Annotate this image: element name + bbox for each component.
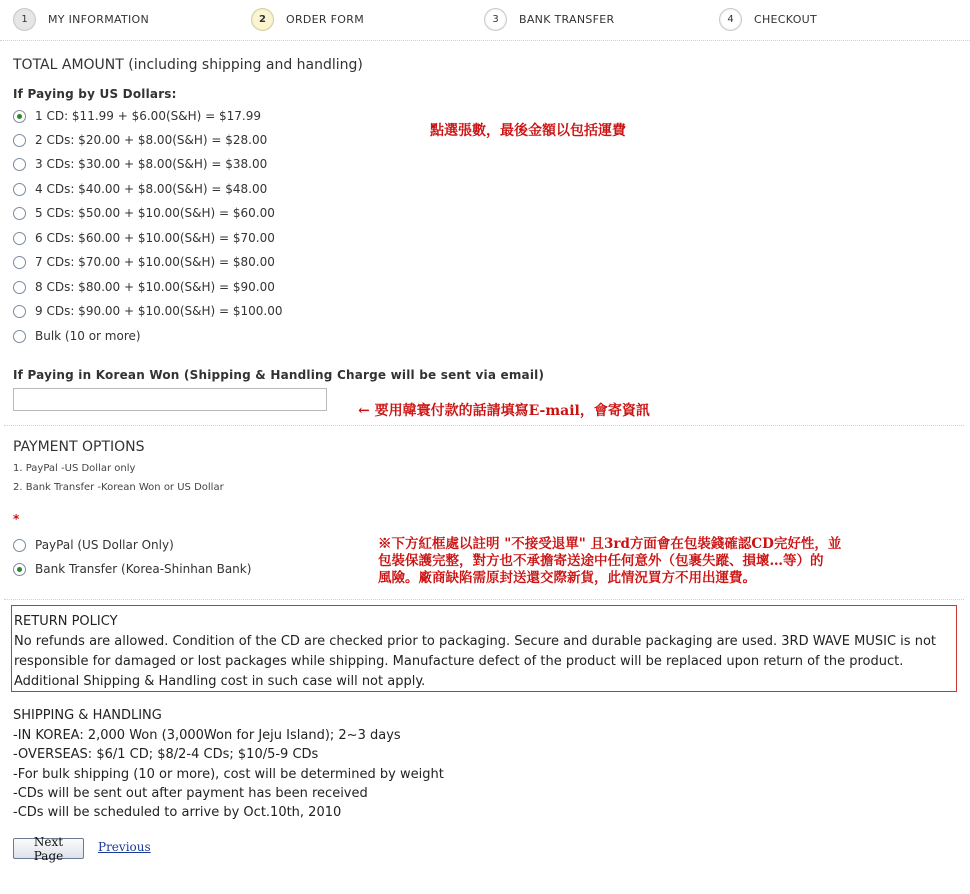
return-policy-box — [11, 605, 957, 692]
shipping-line: -OVERSEAS: $6/1 CD; $8/2-4 CDs; $10/5-9 CDs — [13, 747, 319, 762]
usd-option-7cds[interactable] — [13, 253, 275, 271]
option-label: 7 CDs: $70.00 + $10.00(S&H) = $80.00 — [35, 255, 275, 269]
usd-option-4cds[interactable] — [13, 180, 267, 198]
payment-option-bank-transfer[interactable] — [13, 560, 251, 578]
option-label: PayPal (US Dollar Only) — [35, 538, 174, 552]
step-checkout[interactable] — [719, 7, 817, 31]
note-line: ※下方紅框處以註明 "不接受退單" 且3rd方面會在包裝錢確認CD完好性，並 — [378, 536, 842, 552]
krw-email-input[interactable] — [13, 388, 327, 411]
radio-button[interactable] — [13, 207, 26, 220]
radio-button[interactable] — [13, 134, 26, 147]
shipping-line: -IN KOREA: 2,000 Won (3,000Won for Jeju Island); 2~3 days — [13, 728, 401, 743]
shipping-line: -CDs will be scheduled to arrive by Oct.10th, 2010 — [13, 805, 342, 820]
note-krw-email: ← 要用韓寰付款的話請填寫E-mail，會寄資訊 — [358, 403, 650, 419]
option-label: 3 CDs: $30.00 + $8.00(S&H) = $38.00 — [35, 157, 268, 171]
section-divider — [4, 425, 964, 426]
return-policy-title: RETURN POLICY — [14, 614, 118, 629]
option-label: 6 CDs: $60.00 + $10.00(S&H) = $70.00 — [35, 231, 275, 245]
shipping-line: -For bulk shipping (10 or more), cost will be determined by weight — [13, 767, 444, 782]
checkout-steps — [0, 0, 970, 41]
step-label: CHECKOUT — [754, 12, 818, 26]
usd-option-9cds[interactable] — [13, 302, 283, 320]
total-amount-heading: TOTAL AMOUNT (including shipping and handling) — [13, 57, 363, 73]
required-mark: * — [13, 512, 20, 526]
radio-button[interactable] — [13, 539, 26, 552]
radio-button[interactable] — [13, 256, 26, 269]
next-page-button[interactable]: Next Page — [13, 838, 84, 859]
usd-option-3cds[interactable] — [13, 155, 267, 173]
radio-button[interactable] — [13, 232, 26, 245]
option-label: 9 CDs: $90.00 + $10.00(S&H) = $100.00 — [35, 304, 283, 318]
previous-link[interactable]: Previous — [98, 840, 151, 854]
radio-button[interactable] — [13, 158, 26, 171]
krw-heading: If Paying in Korean Won (Shipping & Handling Charge will be sent via email) — [13, 368, 545, 382]
radio-button[interactable] — [13, 305, 26, 318]
step-number: 2 — [251, 8, 274, 31]
return-policy-body: No refunds are allowed. Condition of the CD are checked prior to packaging. Secure and durable packaging are used. 3RD WAVE MUSIC is not responsible for damaged or lost packages while shipping. Manufacture defect of the product will be replaced upon return of the product. Additional Shipping & Handling cost in such case will not apply. — [14, 634, 936, 689]
section-divider — [4, 599, 964, 600]
payment-options-heading: PAYMENT OPTIONS — [13, 439, 145, 455]
usd-option-5cds[interactable] — [13, 204, 275, 222]
step-bank-transfer[interactable] — [484, 7, 614, 31]
usd-option-6cds[interactable] — [13, 229, 275, 247]
option-label: 8 CDs: $80.00 + $10.00(S&H) = $90.00 — [35, 280, 275, 294]
step-label: ORDER FORM — [286, 12, 364, 26]
shipping-title: SHIPPING & HANDLING — [13, 708, 162, 723]
payment-info-line-2: 2. Bank Transfer -Korean Won or US Dollar — [13, 482, 224, 493]
radio-button[interactable] — [13, 330, 26, 343]
payment-info-line-1: 1. PayPal -US Dollar only — [13, 463, 136, 474]
shipping-line: -CDs will be sent out after payment has been received — [13, 786, 368, 801]
radio-button[interactable] — [13, 563, 26, 576]
usd-heading: If Paying by US Dollars: — [13, 87, 177, 101]
step-number: 1 — [13, 8, 36, 31]
radio-button[interactable] — [13, 281, 26, 294]
usd-option-2cds[interactable] — [13, 131, 267, 149]
radio-button[interactable] — [13, 110, 26, 123]
option-label: 2 CDs: $20.00 + $8.00(S&H) = $28.00 — [35, 133, 268, 147]
note-line: 包裝保護完整，對方也不承擔寄送途中任何意外（包裹失蹤、損壞…等）的 — [378, 553, 824, 569]
option-label: 5 CDs: $50.00 + $10.00(S&H) = $60.00 — [35, 206, 275, 220]
note-select-quantity: 點選張數，最後金額以包括運費 — [430, 123, 626, 139]
usd-option-bulk[interactable] — [13, 327, 141, 345]
step-number: 4 — [719, 8, 742, 31]
note-return-policy-explanation — [378, 536, 841, 587]
step-label: BANK TRANSFER — [519, 12, 615, 26]
note-line: 風險。廠商缺陷需原封送還交際新貨，此情況買方不用出運費。 — [378, 570, 756, 586]
payment-option-paypal[interactable] — [13, 536, 174, 554]
option-label: Bank Transfer (Korea-Shinhan Bank) — [35, 562, 252, 576]
usd-option-8cds[interactable] — [13, 278, 275, 296]
option-label: 1 CD: $11.99 + $6.00(S&H) = $17.99 — [35, 109, 261, 123]
radio-button[interactable] — [13, 183, 26, 196]
step-order-form[interactable] — [251, 7, 364, 31]
option-label: 4 CDs: $40.00 + $8.00(S&H) = $48.00 — [35, 182, 268, 196]
option-label: Bulk (10 or more) — [35, 329, 141, 343]
step-number: 3 — [484, 8, 507, 31]
usd-option-1cd[interactable] — [13, 107, 261, 125]
step-label: MY INFORMATION — [48, 12, 150, 26]
step-my-information[interactable] — [13, 7, 149, 31]
